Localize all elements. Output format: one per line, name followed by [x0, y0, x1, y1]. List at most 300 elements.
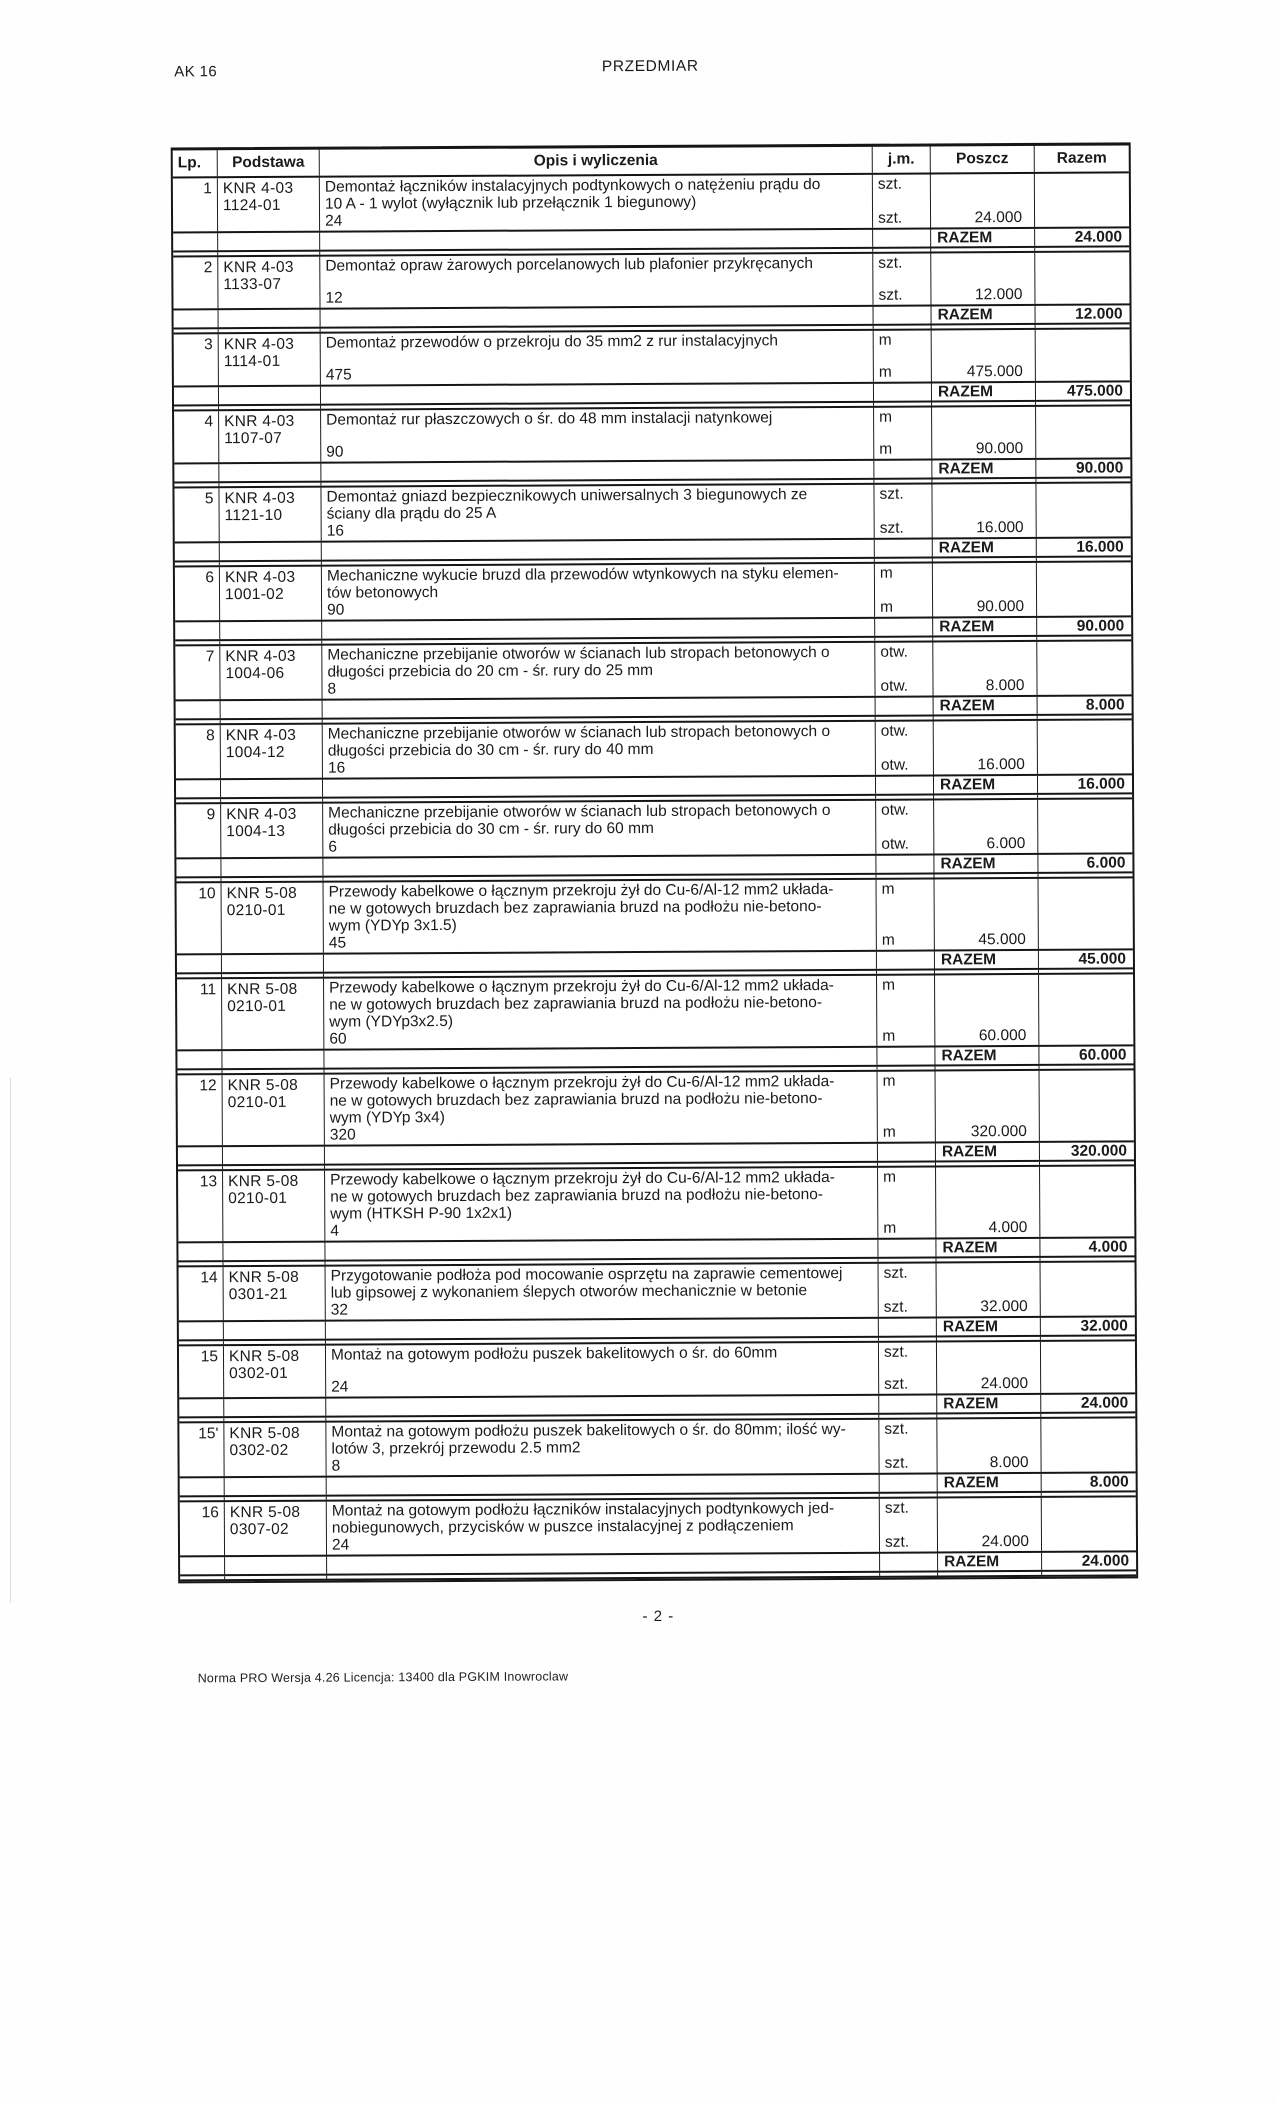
razem-total: 320.000	[1070, 1142, 1127, 1160]
desc-line: 10 A - 1 wylot (wyłącznik lub przełącznik 1 biegunowy)	[324, 193, 697, 213]
item-unit-top: m	[882, 976, 896, 994]
item-poszcz-cell	[937, 1342, 1041, 1394]
item-description-cell	[326, 1264, 879, 1320]
razem-label: RAZEM	[937, 1395, 1041, 1413]
item-unit-top: m	[882, 1072, 896, 1090]
code-line: KNR 5-08	[228, 1347, 300, 1366]
code-line: KNR 5-08	[229, 1503, 301, 1522]
item-code	[223, 1075, 325, 1146]
razem-total: 24.000	[1081, 1552, 1130, 1570]
code-line: KNR 5-08	[229, 1424, 300, 1443]
item-unit-top: m	[881, 880, 895, 898]
item-code	[219, 411, 321, 463]
razem-label: RAZEM	[934, 697, 1038, 715]
item-razem-cell	[1042, 1497, 1136, 1550]
desc-line: Przewody kabelkowe o łącznym przekroju żył do Cu-6/Al-12 mm2 układa-	[329, 1072, 835, 1093]
item-quantity: 45	[328, 934, 347, 952]
item-poszcz-cell	[932, 407, 1036, 459]
item-poszcz-value: 24.000	[981, 1532, 1030, 1551]
code-line: 1121-10	[224, 506, 283, 525]
header-razem: Razem	[1056, 149, 1107, 167]
item-razem-cell	[1037, 641, 1131, 694]
item-number: 3	[174, 334, 219, 385]
code-line: KNR 4-03	[223, 258, 294, 277]
table-row	[174, 329, 1130, 387]
item-razem-cell	[1035, 173, 1129, 226]
item-poszcz-value: 45.000	[978, 930, 1026, 949]
item-poszcz-cell	[932, 484, 1036, 538]
desc-line: długości przebicia do 30 cm - śr. rury do 40 mm	[327, 740, 654, 760]
item-razem-cell	[1036, 329, 1130, 380]
razem-label: RAZEM	[936, 1239, 1040, 1257]
razem-label: RAZEM	[934, 855, 1038, 873]
desc-line: ne w gotowych bruzdach bez zaprawiania bruzd na podłożu nie-betono-	[330, 1186, 824, 1206]
item-unit-cell	[876, 721, 934, 774]
item-poszcz-value: 16.000	[976, 518, 1024, 537]
desc-line: Demontaż rur płaszczowych o śr. do 48 mm instalacji natynkowej	[326, 409, 773, 429]
item-description-cell	[323, 722, 876, 778]
item-quantity: 24	[331, 1536, 350, 1554]
code-line: KNR 4-03	[224, 489, 296, 508]
desc-line: lotów 3, przekrój przewodu 2.5 mm2	[331, 1439, 581, 1458]
item-code	[224, 1267, 326, 1321]
desc-line: długości przebicia do 30 cm - śr. rury do 60 mm	[328, 819, 654, 839]
item-description-cell	[324, 880, 877, 953]
item-unit-bottom: m	[882, 1027, 896, 1045]
item-unit-cell	[873, 253, 931, 304]
razem-label: RAZEM	[931, 229, 1035, 247]
code-line: 1001-02	[224, 585, 285, 604]
item-unit-cell	[880, 1498, 938, 1551]
razem-label: RAZEM	[937, 1318, 1041, 1336]
code-line: 1124-01	[222, 196, 281, 215]
item-unit-bottom: szt.	[878, 286, 903, 304]
item-unit-top: m	[879, 408, 893, 426]
item-poszcz-value: 90.000	[975, 439, 1024, 458]
table-row	[179, 1262, 1135, 1322]
table-row	[177, 974, 1133, 1051]
item-quantity: 320	[329, 1126, 356, 1144]
item-poszcz-cell	[935, 975, 1039, 1046]
code-line: 0210-01	[227, 997, 287, 1016]
code-line: 0302-02	[229, 1441, 289, 1460]
table-row	[175, 562, 1131, 622]
item-desc	[329, 881, 870, 935]
desc-line: Przewody kabelkowe o łącznym przekroju żył do Cu-6/Al-12 mm2 układa-	[328, 880, 834, 901]
item-quantity: 16	[327, 759, 346, 777]
razem-label: RAZEM	[932, 383, 1036, 401]
item-quantity: 8	[327, 680, 337, 698]
item-code	[223, 1171, 325, 1242]
item-number: 8	[176, 725, 221, 778]
code-line: 1004-13	[226, 822, 286, 841]
desc-line: Montaż na gotowym podłożu puszek bakelitowych o śr. do 80mm; ilość wy-	[331, 1420, 846, 1441]
item-poszcz-cell	[938, 1498, 1042, 1552]
razem-total: 90.000	[1076, 617, 1125, 635]
table-row	[178, 1070, 1134, 1147]
item-quantity: 6	[328, 838, 338, 856]
item-poszcz-value: 24.000	[980, 1374, 1029, 1393]
code-line: KNR 4-03	[226, 805, 297, 824]
item-description-cell	[322, 643, 875, 699]
item-razem-cell	[1038, 799, 1132, 852]
code-line: KNR 4-03	[223, 335, 295, 354]
item-description-cell	[322, 564, 875, 620]
item-quantity: 475	[325, 366, 352, 384]
item-poszcz-value: 320.000	[970, 1122, 1027, 1141]
item-description-cell	[326, 1420, 879, 1476]
code-line: 1004-06	[225, 664, 285, 683]
item-razem-cell	[1036, 406, 1130, 457]
item-poszcz-cell	[936, 1167, 1040, 1238]
razem-label: RAZEM	[935, 1047, 1039, 1065]
item-number: 5	[174, 488, 219, 541]
desc-line: wym (HTKSH P-90 1x2x1)	[330, 1204, 513, 1223]
razem-total: 24.000	[1080, 1394, 1129, 1412]
desc-line: Przygotowanie podłoża pod mocowanie osprzętu na zaprawie cementowej	[330, 1264, 843, 1285]
desc-line: Demontaż gniazd bezpiecznikowych uniwersalnych 3 biegunowych ze	[326, 486, 808, 506]
item-unit-bottom: m	[878, 363, 892, 381]
item-unit-top: m	[879, 564, 893, 582]
razem-label: RAZEM	[936, 1143, 1040, 1161]
desc-line: Mechaniczne przebijanie otworów w ścianach lub stropach betonowych o	[328, 802, 831, 822]
item-unit-bottom: m	[879, 440, 893, 458]
desc-line: Montaż na gotowym podłożu łączników instalacyjnych podtynkowych jed-	[331, 1499, 835, 1520]
item-unit-cell	[875, 563, 933, 616]
desc-line: Przewody kabelkowe o łącznym przekroju żył do Cu-6/Al-12 mm2 układa-	[330, 1168, 835, 1189]
item-quantity: 24	[325, 212, 343, 230]
item-description-cell	[325, 1168, 878, 1241]
item-poszcz-cell	[931, 253, 1035, 305]
item-unit-top: szt.	[883, 1343, 909, 1361]
code-line: KNR 5-08	[227, 1076, 299, 1095]
desc-line: Demontaż opraw żarowych porcelanowych lub plafonier przykręcanych	[325, 255, 813, 275]
desc-line: Demontaż przewodów o przekroju do 35 mm2 z rur instalacyjnych	[325, 332, 779, 352]
item-quantity: 90	[326, 443, 344, 461]
razem-label: RAZEM	[933, 539, 1037, 557]
item-poszcz-value: 475.000	[966, 362, 1023, 381]
item-razem-cell	[1040, 1070, 1134, 1140]
razem-total: 60.000	[1078, 1046, 1127, 1064]
item-desc	[332, 1500, 873, 1537]
item-poszcz-value: 16.000	[977, 755, 1025, 774]
item-razem-cell	[1038, 720, 1132, 773]
desc-line: Mechaniczne przebijanie otworów w ścianach lub stropach betonowych o	[327, 644, 830, 664]
item-desc	[327, 565, 868, 602]
razem-label: RAZEM	[932, 306, 1036, 324]
desc-line: Montaż na gotowym podłożu puszek bakelitowych o śr. do 60mm	[330, 1344, 778, 1364]
desc-line: Przewody kabelkowe o łącznym przekroju żył do Cu-6/Al-12 mm2 układa-	[329, 976, 834, 997]
item-poszcz-value: 4.000	[988, 1218, 1028, 1237]
item-code	[220, 646, 322, 700]
code-line: KNR 5-08	[227, 980, 298, 999]
item-number: 9	[176, 804, 221, 857]
item-desc	[325, 176, 866, 213]
item-razem-cell	[1041, 1341, 1135, 1392]
item-unit-cell	[876, 800, 934, 853]
item-unit-cell	[873, 174, 931, 227]
razem-total: 4.000	[1088, 1238, 1128, 1256]
item-unit-bottom: szt.	[878, 209, 903, 227]
code-line: KNR 4-03	[224, 412, 295, 431]
code-line: 1107-07	[224, 429, 283, 448]
item-description-cell	[325, 1072, 878, 1145]
razem-label: RAZEM	[932, 460, 1036, 478]
przedmiar-table	[171, 142, 1139, 1583]
desc-line: wym (YDYp 3x1.5)	[328, 916, 457, 935]
code-line: KNR 4-03	[225, 726, 297, 745]
item-unit-top: otw.	[880, 643, 908, 661]
item-description-cell	[320, 254, 873, 308]
item-description-cell	[321, 408, 874, 462]
razem-total: 16.000	[1077, 775, 1126, 793]
item-code	[221, 804, 323, 858]
scan-artifact-line	[10, 1078, 11, 1603]
item-quantity: 24	[331, 1378, 349, 1396]
item-unit-bottom: szt.	[884, 1454, 909, 1472]
desc-line: długości przebicia do 20 cm - śr. rury do 25 mm	[327, 661, 654, 681]
item-desc	[329, 977, 870, 1031]
desc-line: ne w gotowych bruzdach bez zaprawiania bruzd na podłożu nie-betono-	[328, 898, 822, 918]
code-line: 0302-01	[229, 1364, 289, 1383]
item-unit-cell	[874, 407, 932, 458]
code-line: 1133-07	[223, 275, 282, 294]
razem-label: RAZEM	[938, 1474, 1042, 1492]
table-row	[177, 878, 1133, 955]
item-desc	[330, 1169, 871, 1223]
desc-line: Demontaż łączników instalacyjnych podtynkowych o natężeniu prądu do	[324, 176, 821, 196]
item-code	[224, 1423, 326, 1477]
table-row	[178, 1166, 1134, 1243]
code-line: 0307-02	[229, 1520, 289, 1539]
item-quantity: 32	[330, 1301, 349, 1319]
item-poszcz-cell	[934, 800, 1038, 854]
item-poszcz-value: 24.000	[974, 208, 1023, 227]
item-unit-top: m	[883, 1168, 897, 1186]
item-razem-cell	[1036, 483, 1130, 536]
table-row	[176, 799, 1132, 859]
item-number: 2	[173, 257, 218, 308]
item-quantity: 12	[325, 289, 343, 307]
table-row	[173, 173, 1129, 233]
item-desc	[325, 255, 866, 275]
item-code	[220, 567, 322, 621]
item-unit-top: m	[878, 331, 892, 349]
item-code	[222, 883, 324, 954]
code-line: 0301-21	[228, 1285, 288, 1304]
header-lp: Lp.	[173, 150, 218, 176]
item-description-cell	[321, 331, 874, 385]
razem-total: 16.000	[1076, 538, 1124, 556]
item-unit-cell	[875, 642, 933, 695]
item-desc	[328, 723, 869, 760]
item-razem-cell	[1041, 1418, 1135, 1471]
table-row	[173, 252, 1129, 310]
header-opis: Opis i wyliczenia	[320, 147, 873, 176]
item-number: 7	[175, 646, 220, 699]
item-razem-cell	[1039, 878, 1133, 948]
item-razem-cell	[1035, 252, 1129, 303]
item-code	[221, 725, 323, 779]
item-poszcz-cell	[936, 1071, 1040, 1142]
item-quantity: 8	[331, 1457, 341, 1475]
item-unit-top: otw.	[881, 801, 909, 819]
item-code	[222, 979, 324, 1050]
desc-line: ne w gotowych bruzdach bez zaprawiania bruzd na podłożu nie-betono-	[329, 1090, 823, 1110]
header-jm: j.m.	[873, 146, 931, 172]
item-unit-cell	[878, 1167, 936, 1237]
code-line: KNR 4-03	[224, 568, 296, 587]
item-desc	[331, 1265, 872, 1302]
table-row	[174, 406, 1130, 464]
item-poszcz-value: 90.000	[976, 597, 1025, 616]
item-desc	[330, 1073, 871, 1127]
razem-label: RAZEM	[935, 951, 1039, 969]
code-line: KNR 5-08	[228, 1268, 300, 1287]
item-number: 6	[175, 567, 220, 620]
razem-total: 475.000	[1066, 382, 1124, 400]
item-unit-bottom: szt.	[884, 1533, 910, 1551]
code-line: KNR 5-08	[226, 884, 298, 903]
item-number: 10	[177, 883, 222, 953]
desc-line: lub gipsowej z wykonaniem ślepych otworów mechanicznie w betonie	[330, 1282, 808, 1302]
razem-label: RAZEM	[933, 618, 1037, 636]
item-description-cell	[324, 976, 877, 1049]
razem-total: 12.000	[1075, 305, 1123, 323]
razem-label: RAZEM	[934, 776, 1038, 794]
item-unit-bottom: szt.	[883, 1298, 908, 1316]
footer-note: Norma PRO Wersja 4.26 Licencja: 13400 dla PGKIM Inowroclaw	[197, 1669, 569, 1686]
item-razem-cell	[1040, 1166, 1134, 1236]
item-unit-cell	[879, 1419, 937, 1472]
item-poszcz-cell	[937, 1263, 1041, 1317]
item-number: 4	[174, 411, 219, 462]
item-poszcz-value: 12.000	[974, 285, 1023, 304]
code-line: 0210-01	[228, 1189, 288, 1208]
item-number: 11	[177, 979, 222, 1049]
page-title: PRZEDMIAR	[601, 57, 699, 76]
desc-line: ne w gotowych bruzdach bez zaprawiania bruzd na podłożu nie-betono-	[329, 994, 823, 1014]
item-unit-cell	[874, 484, 932, 537]
razem-total: 90.000	[1075, 459, 1124, 477]
desc-line: tów betonowych	[326, 584, 439, 602]
item-unit-top: szt.	[883, 1264, 908, 1282]
item-poszcz-cell	[933, 563, 1037, 617]
table-row	[179, 1418, 1135, 1478]
item-desc	[326, 486, 867, 523]
item-description-cell	[327, 1499, 880, 1555]
item-number: 12	[178, 1075, 223, 1145]
item-unit-bottom: m	[881, 931, 895, 949]
item-number: 1	[173, 178, 218, 231]
item-unit-cell	[874, 330, 932, 381]
desc-line: wym (YDYp3x2.5)	[329, 1012, 454, 1031]
code-line: KNR 5-08	[228, 1172, 299, 1191]
razem-total: 8.000	[1085, 696, 1125, 714]
item-desc	[326, 332, 867, 352]
item-number: 15	[179, 1346, 224, 1397]
item-unit-cell	[877, 975, 935, 1045]
code-line: KNR 4-03	[222, 179, 294, 198]
code-line: 1114-01	[223, 352, 281, 371]
item-poszcz-value: 32.000	[980, 1297, 1028, 1316]
item-description-cell	[321, 485, 874, 541]
item-unit-bottom: m	[883, 1219, 897, 1237]
item-unit-cell	[877, 879, 935, 949]
item-quantity: 4	[330, 1222, 340, 1240]
items-container	[173, 173, 1136, 1581]
item-number: 14	[179, 1267, 224, 1320]
item-poszcz-value: 8.000	[985, 676, 1025, 695]
item-unit-top: otw.	[880, 722, 909, 740]
table-row	[179, 1341, 1135, 1399]
item-number: 13	[178, 1171, 223, 1241]
razem-total: 8.000	[1089, 1473, 1129, 1491]
item-unit-top: szt.	[877, 175, 903, 193]
item-unit-top: szt.	[879, 485, 904, 503]
item-unit-bottom: m	[880, 598, 894, 616]
table-row	[180, 1497, 1136, 1557]
item-poszcz-cell	[932, 330, 1036, 382]
item-poszcz-value: 8.000	[989, 1453, 1029, 1472]
table-row	[174, 483, 1130, 543]
item-razem-cell	[1037, 562, 1131, 615]
item-desc	[331, 1421, 872, 1458]
item-code	[218, 257, 320, 309]
item-code	[219, 334, 321, 386]
table-row	[175, 641, 1131, 701]
razem-total: 45.000	[1078, 950, 1126, 968]
item-quantity: 60	[329, 1030, 347, 1048]
code-line: 0210-01	[227, 1093, 287, 1112]
item-code	[219, 488, 321, 542]
item-unit-cell	[878, 1071, 936, 1141]
desc-line: Mechaniczne wykucie bruzd dla przewodów wtynkowych na styku elemen-	[326, 564, 839, 585]
item-razem-cell	[1039, 974, 1133, 1044]
item-poszcz-cell	[933, 642, 1037, 696]
item-desc	[328, 802, 869, 839]
page-number: - 2 -	[642, 1607, 675, 1626]
desc-line: Mechaniczne przebijanie otworów w ścianach lub stropach betonowych o	[327, 723, 831, 743]
item-unit-top: szt.	[884, 1499, 909, 1517]
item-poszcz-value: 6.000	[986, 834, 1026, 853]
code-line: 0210-01	[226, 901, 286, 920]
item-poszcz-cell	[935, 879, 1039, 950]
item-poszcz-value: 60.000	[978, 1026, 1027, 1045]
item-code	[224, 1346, 326, 1398]
table-row	[176, 720, 1132, 780]
item-code	[225, 1502, 327, 1556]
item-unit-top: szt.	[884, 1420, 909, 1438]
item-desc	[326, 409, 867, 429]
desc-line: wym (YDYp 3x4)	[329, 1109, 445, 1127]
item-unit-bottom: otw.	[880, 677, 909, 695]
item-quantity: 90	[327, 601, 345, 619]
item-unit-bottom: otw.	[881, 835, 909, 853]
doc-ref: AK 16	[174, 63, 218, 81]
item-unit-top: szt.	[878, 254, 903, 272]
desc-line: nobiegunowych, przycisków w puszce instalacyjnej z podłączeniem	[331, 1517, 794, 1537]
item-number: 16	[180, 1502, 225, 1555]
item-code	[218, 178, 320, 232]
razem-total: 6.000	[1086, 854, 1126, 872]
razem-total: 24.000	[1074, 228, 1123, 246]
item-unit-bottom: szt.	[884, 1375, 909, 1393]
header-podstawa: Podstawa	[218, 150, 320, 177]
code-line: KNR 4-03	[225, 647, 296, 666]
item-number: 15'	[179, 1423, 224, 1476]
item-unit-bottom: otw.	[880, 756, 909, 774]
